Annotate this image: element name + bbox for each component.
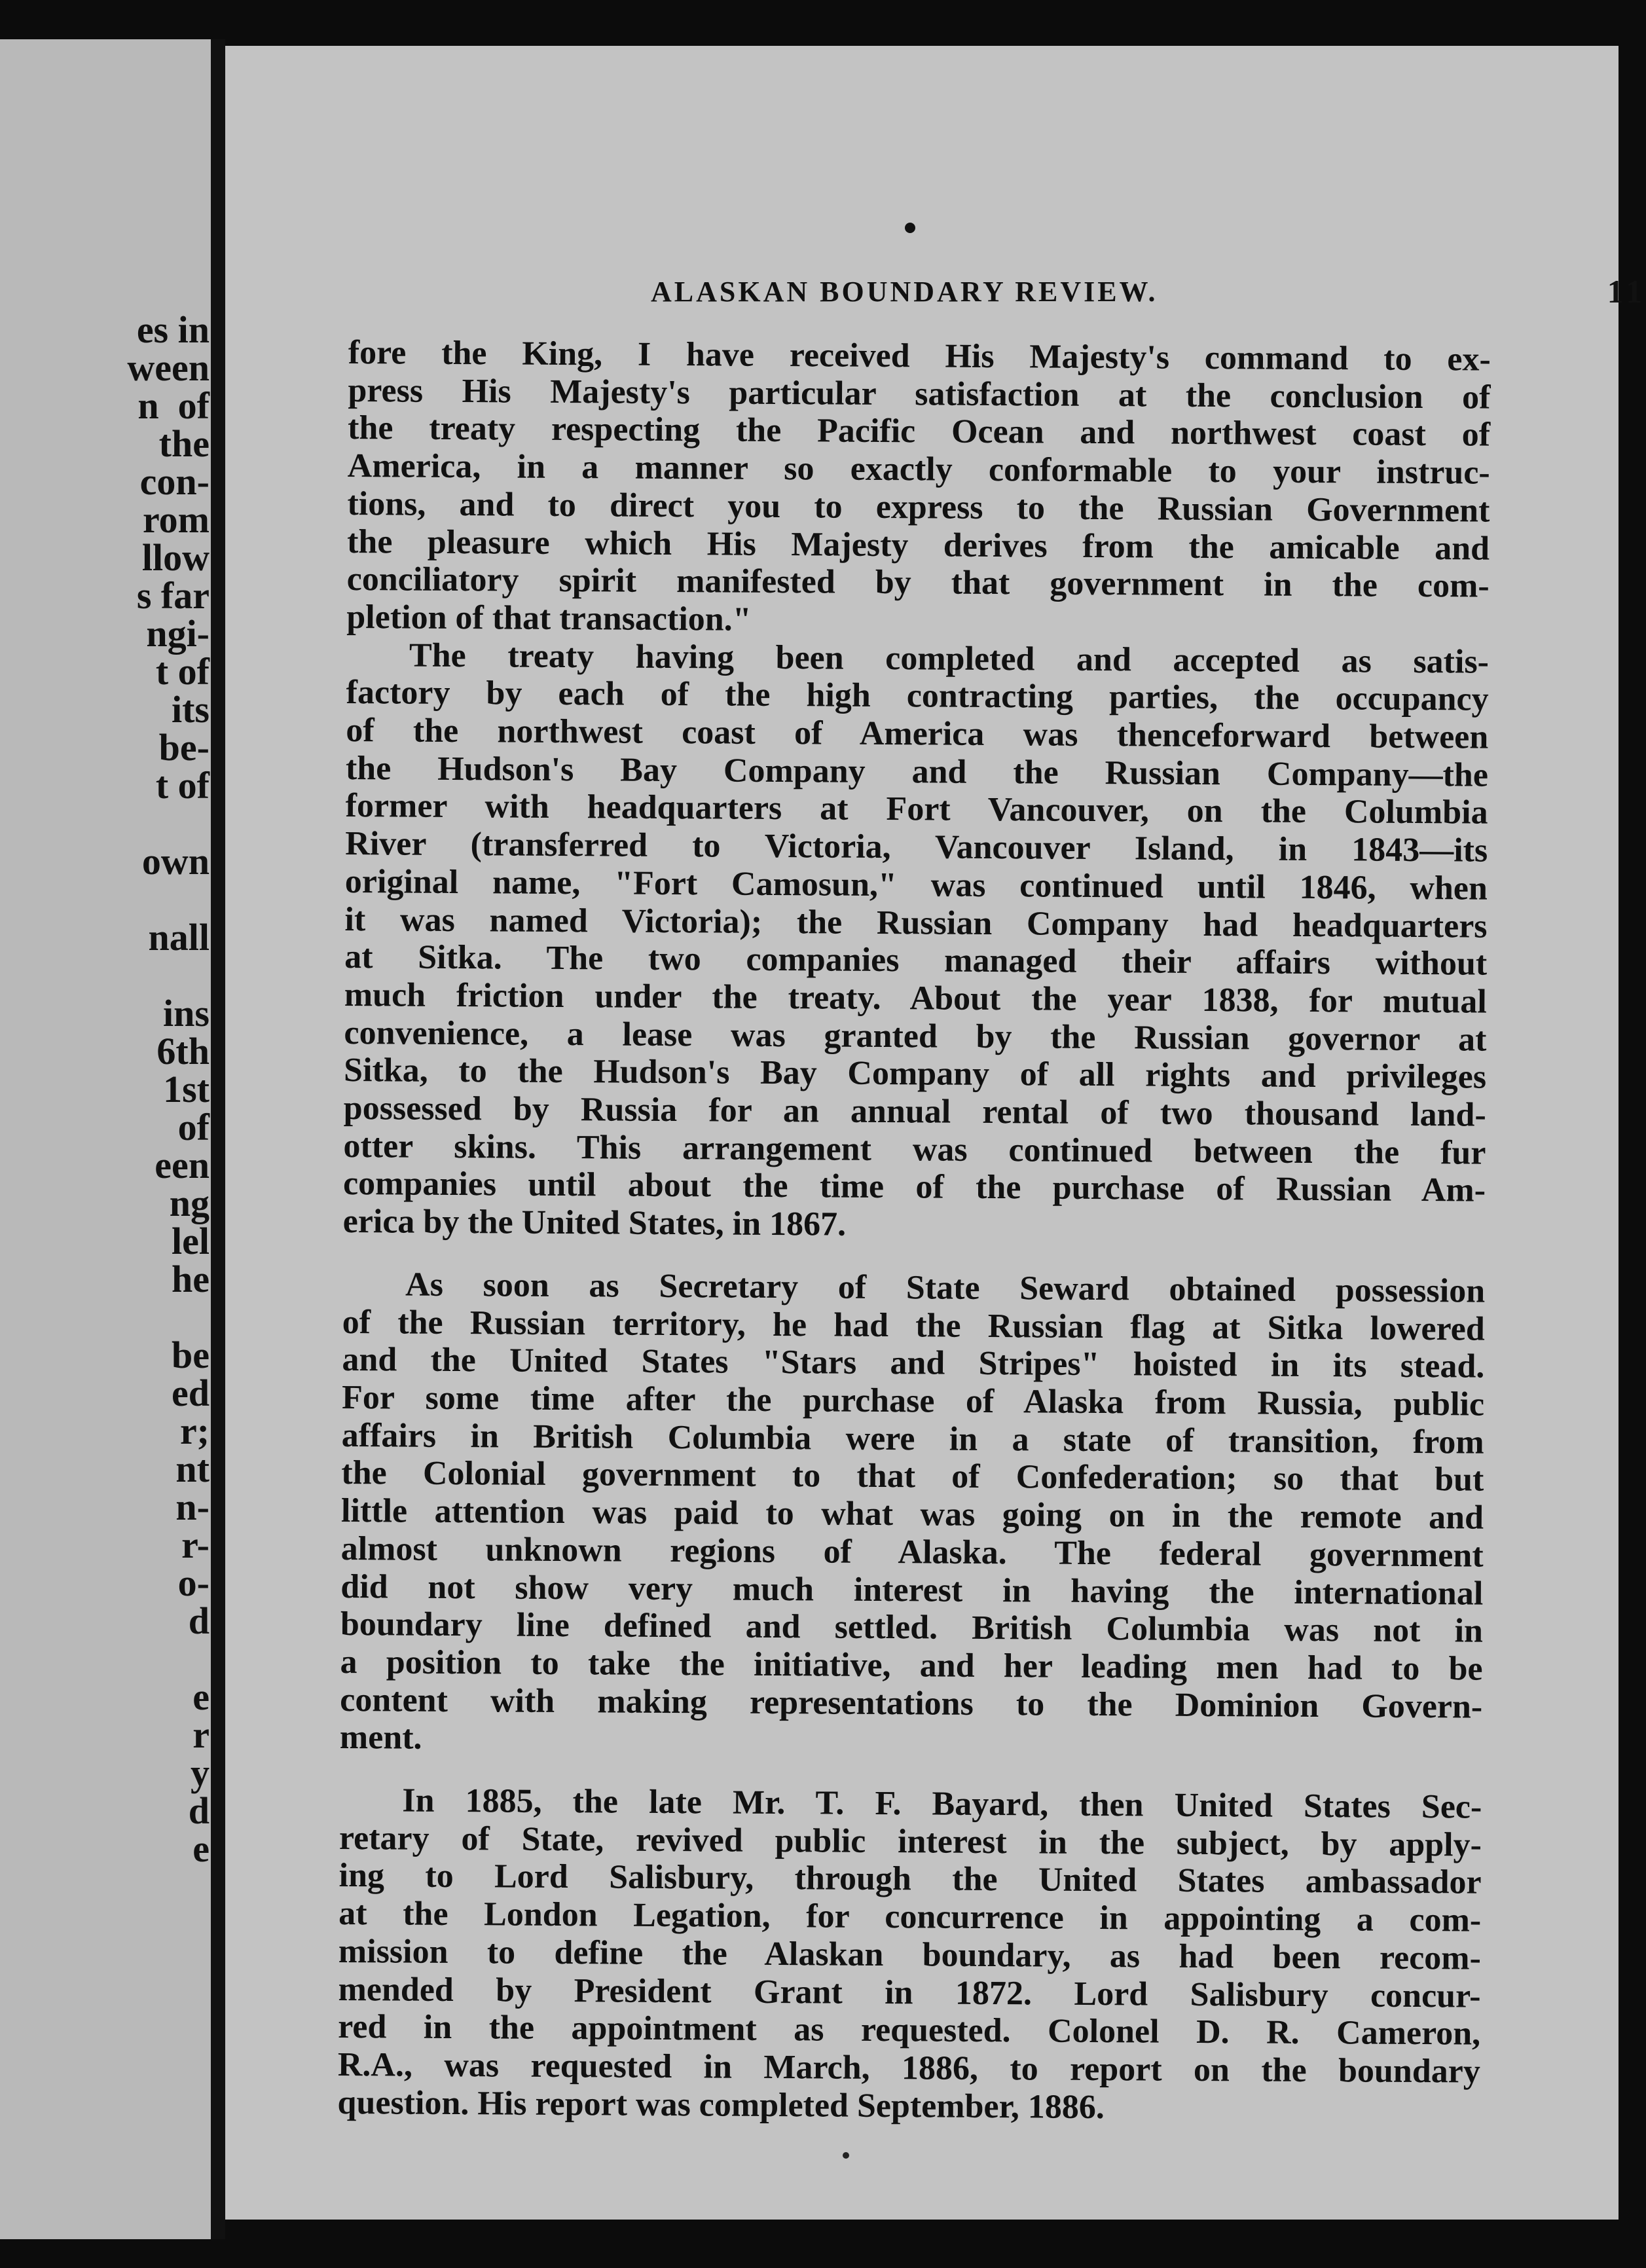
text-line: retary of State, revived public interest in the subject, by apply- xyxy=(338,1819,1482,1864)
text-line: R.A., was requested in March, 1886, to report on the boundary xyxy=(337,2045,1480,2091)
text-line: did not show very much interest in having the international xyxy=(340,1567,1484,1613)
text-line: little attention was paid to what was going on in the remote and xyxy=(340,1492,1484,1537)
text-line: possessed by Russia for an annual rental of two thousand land- xyxy=(343,1089,1486,1134)
left-fragment-line xyxy=(127,1640,210,1678)
text-line: otter skins. This arrangement was continued between the fur xyxy=(343,1127,1486,1172)
text-line: The treaty having been completed and accepted as satis- xyxy=(409,636,1490,681)
body-text xyxy=(337,334,1491,2129)
left-fragment-line: e xyxy=(192,1675,210,1718)
left-fragment-line xyxy=(127,1298,210,1336)
ink-dot xyxy=(843,2152,849,2159)
text-line: In 1885, the late Mr. T. F. Bayard, then United States Sec- xyxy=(402,1782,1482,1826)
left-fragment-line: ng xyxy=(169,1182,210,1224)
text-line: mission to define the Alaskan boundary, as had been recom- xyxy=(338,1932,1482,1977)
left-fragment-line: d xyxy=(188,1600,210,1642)
text-line: original name, "Fort Camosun," was continued until 1846, when xyxy=(344,862,1488,907)
paragraph-4 xyxy=(337,1782,1482,2129)
ink-dot xyxy=(905,223,915,233)
left-fragment-line: t of xyxy=(155,650,210,693)
left-fragment-line: 1st xyxy=(163,1068,210,1110)
left-fragment-line: ween xyxy=(127,346,210,389)
text-line: almost unknown regions of Alaska. The federal government xyxy=(340,1529,1484,1575)
left-fragment-line: r xyxy=(192,1713,210,1756)
text-line: ment. xyxy=(339,1719,422,1757)
text-line: much friction under the treaty. About the year 1838, for mutual xyxy=(344,976,1487,1021)
left-fragment-line: r; xyxy=(179,1410,210,1452)
text-line: the Colonial government to that of Confederation; so that but xyxy=(341,1454,1484,1499)
left-fragment-line: he xyxy=(172,1258,210,1300)
left-fragment-line: own xyxy=(141,840,210,883)
left-fragment-line: nall xyxy=(148,916,210,959)
text-line: tions, and to direct you to express to the Russian Government xyxy=(347,485,1490,530)
left-fragment-line: e xyxy=(192,1827,210,1870)
paragraph-1 xyxy=(346,334,1491,643)
left-fragment-line: be- xyxy=(158,726,210,769)
text-line: For some time after the purchase of Alaska from Russia, public xyxy=(341,1378,1485,1423)
left-fragment-line: llow xyxy=(141,536,210,579)
text-line: convenience, a lease was granted by the Russian governor at xyxy=(344,1014,1487,1059)
text-line: at the London Legation, for concurrence in appointing a com- xyxy=(338,1895,1482,1939)
left-fragment-line: s far xyxy=(136,574,210,617)
left-fragment-line: es in xyxy=(136,308,210,351)
left-fragment-line: of xyxy=(177,1106,210,1148)
left-fragment-line: con- xyxy=(139,460,210,503)
left-fragment-line: be xyxy=(172,1334,210,1376)
left-fragment-line: een xyxy=(155,1144,210,1186)
paragraph-2 xyxy=(343,636,1490,1248)
right-page xyxy=(225,46,1646,2220)
left-fragment-line: rom xyxy=(142,498,210,541)
left-fragment-line: ngi- xyxy=(146,612,210,655)
left-fragment-line: its xyxy=(172,688,210,731)
running-title: ALASKAN BOUNDARY REVIEW. xyxy=(651,276,1158,308)
left-fragment-line xyxy=(127,957,210,995)
page-header xyxy=(651,268,1646,321)
text-line: conciliatory spirit manifested by that government in the com- xyxy=(346,560,1490,605)
book-gutter xyxy=(211,39,225,2239)
text-line: press His Majesty's particular satisfaction at the conclusion of xyxy=(348,371,1491,416)
text-line: fore the King, I have received His Majesty's command to ex- xyxy=(348,334,1491,378)
left-fragment-line: o- xyxy=(177,1562,210,1604)
left-fragment-line: n of xyxy=(137,384,210,427)
text-line: and the United States "Stars and Stripes" hoisted in its stead. xyxy=(342,1341,1485,1385)
page-number: 11 xyxy=(1607,273,1646,310)
left-fragment-line: r- xyxy=(181,1524,210,1566)
left-fragment-line: 6th xyxy=(156,1030,210,1072)
text-line: at Sitka. The two companies managed their affairs without xyxy=(344,938,1488,983)
text-line: companies until about the time of the purchase of Russian Am- xyxy=(342,1165,1486,1210)
text-line: of the northwest coast of America was thenceforward between xyxy=(346,712,1489,756)
left-page-text-fragments xyxy=(127,308,210,1870)
text-line: of the Russian territory, he had the Russian flag at Sitka lowered xyxy=(342,1303,1485,1348)
text-line: pletion of that transaction." xyxy=(346,598,752,638)
text-line: the Hudson's Bay Company and the Russian Company—the xyxy=(345,749,1489,794)
left-fragment-line: n- xyxy=(175,1486,210,1528)
text-line: former with headquarters at Fort Vancouver, on the Columbia xyxy=(345,787,1488,832)
text-line: River (transferred to Victoria, Vancouver Island, in 1843—its xyxy=(345,825,1488,869)
text-line: boundary line defined and settled. British Columbia was not in xyxy=(340,1605,1484,1650)
left-fragment-line: ed xyxy=(172,1372,210,1414)
left-page-edge xyxy=(0,39,220,2239)
left-fragment-line xyxy=(127,881,210,919)
text-line: the treaty respecting the Pacific Ocean and northwest coast of xyxy=(347,409,1491,454)
text-line: red in the appointment as requested. Colonel D. R. Cameron, xyxy=(338,2008,1481,2053)
text-line: the pleasure which His Majesty derives from the amicable and xyxy=(346,522,1490,568)
text-line: ing to Lord Salisbury, through the United States ambassador xyxy=(338,1857,1482,1902)
left-fragment-line: nt xyxy=(175,1448,210,1490)
text-line: affairs in British Columbia were in a state of transition, from xyxy=(341,1416,1484,1461)
text-line: erica by the United States, in 1867. xyxy=(342,1203,847,1243)
left-fragment-line: d xyxy=(188,1789,210,1832)
left-fragment-line: y xyxy=(191,1751,210,1794)
text-line: mended by President Grant in 1872. Lord Salisbury concur- xyxy=(338,1970,1481,2015)
text-line: factory by each of the high contracting parties, the occupancy xyxy=(346,674,1489,718)
text-line: question. His report was completed September, 1886. xyxy=(337,2083,1105,2126)
left-fragment-line: the xyxy=(158,422,210,465)
left-fragment-line xyxy=(127,805,210,843)
text-line: Sitka, to the Hudson's Bay Company of all rights and privileges xyxy=(343,1052,1487,1096)
text-line: it was named Victoria); the Russian Company had headquarters xyxy=(344,900,1488,945)
left-fragment-line: t of xyxy=(155,764,210,807)
left-fragment-line: ins xyxy=(163,992,210,1034)
text-line: content with making representations to the Dominion Govern- xyxy=(340,1681,1483,1726)
text-line: America, in a manner so exactly conformable to your instruc- xyxy=(347,447,1490,492)
text-line: a position to take the initiative, and her leading men had to be xyxy=(340,1643,1483,1688)
text-line: As soon as Secretary of State Seward obtained possession xyxy=(405,1266,1486,1310)
left-fragment-line: lel xyxy=(172,1220,210,1262)
paragraph-3 xyxy=(340,1266,1486,1764)
